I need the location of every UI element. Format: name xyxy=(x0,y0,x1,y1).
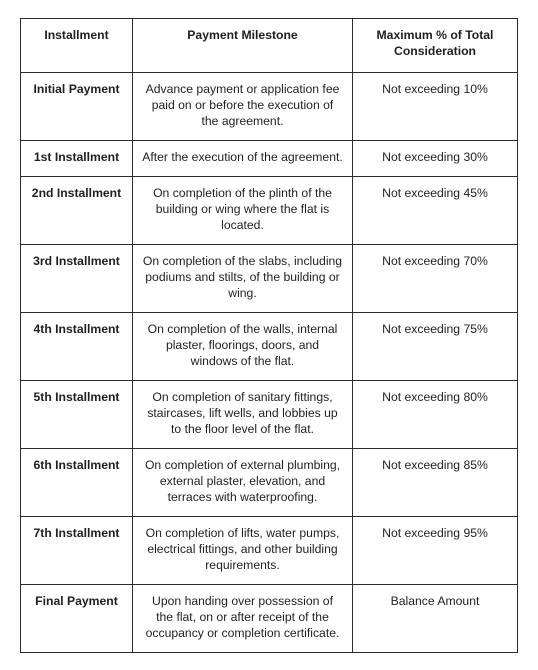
milestone-cell: On completion of the slabs, including podiums and stilts, of the building or wing. xyxy=(133,245,353,313)
header-payment-milestone: Payment Milestone xyxy=(133,19,353,73)
table-row xyxy=(21,381,518,449)
milestone-cell: On completion of sanitary fittings, staircases, lift wells, and lobbies up to the floor level of the flat. xyxy=(133,381,353,449)
milestone-cell: On completion of the walls, internal plaster, floorings, doors, and windows of the flat. xyxy=(133,313,353,381)
table-row xyxy=(21,177,518,245)
installment-cell: 6th Installment xyxy=(21,449,133,517)
maximum-percent-cell: Not exceeding 30% xyxy=(353,141,518,177)
table-row xyxy=(21,449,518,517)
maximum-percent-cell: Not exceeding 75% xyxy=(353,313,518,381)
maximum-percent-cell: Not exceeding 10% xyxy=(353,73,518,141)
maximum-percent-cell: Balance Amount xyxy=(353,585,518,653)
milestone-cell: On completion of external plumbing, external plaster, elevation, and terraces with waterproofing. xyxy=(133,449,353,517)
installment-cell: 1st Installment xyxy=(21,141,133,177)
installment-cell: 2nd Installment xyxy=(21,177,133,245)
table-row xyxy=(21,141,518,177)
installment-cell: Initial Payment xyxy=(21,73,133,141)
table-header-row xyxy=(21,19,518,73)
table-row xyxy=(21,313,518,381)
milestone-cell: On completion of lifts, water pumps, electrical fittings, and other building requirements. xyxy=(133,517,353,585)
payment-schedule-table xyxy=(20,18,518,653)
header-maximum-percent: Maximum % of Total Consideration xyxy=(353,19,518,73)
table-row xyxy=(21,517,518,585)
header-installment: Installment xyxy=(21,19,133,73)
table-row xyxy=(21,245,518,313)
installment-cell: 7th Installment xyxy=(21,517,133,585)
milestone-cell: Upon handing over possession of the flat, on or after receipt of the occupancy or completion certificate. xyxy=(133,585,353,653)
installment-cell: 3rd Installment xyxy=(21,245,133,313)
maximum-percent-cell: Not exceeding 95% xyxy=(353,517,518,585)
milestone-cell: After the execution of the agreement. xyxy=(133,141,353,177)
table-row xyxy=(21,73,518,141)
table-row xyxy=(21,585,518,653)
maximum-percent-cell: Not exceeding 70% xyxy=(353,245,518,313)
installment-cell: Final Payment xyxy=(21,585,133,653)
maximum-percent-cell: Not exceeding 45% xyxy=(353,177,518,245)
milestone-cell: Advance payment or application fee paid on or before the execution of the agreement. xyxy=(133,73,353,141)
installment-cell: 5th Installment xyxy=(21,381,133,449)
maximum-percent-cell: Not exceeding 85% xyxy=(353,449,518,517)
milestone-cell: On completion of the plinth of the building or wing where the flat is located. xyxy=(133,177,353,245)
maximum-percent-cell: Not exceeding 80% xyxy=(353,381,518,449)
installment-cell: 4th Installment xyxy=(21,313,133,381)
